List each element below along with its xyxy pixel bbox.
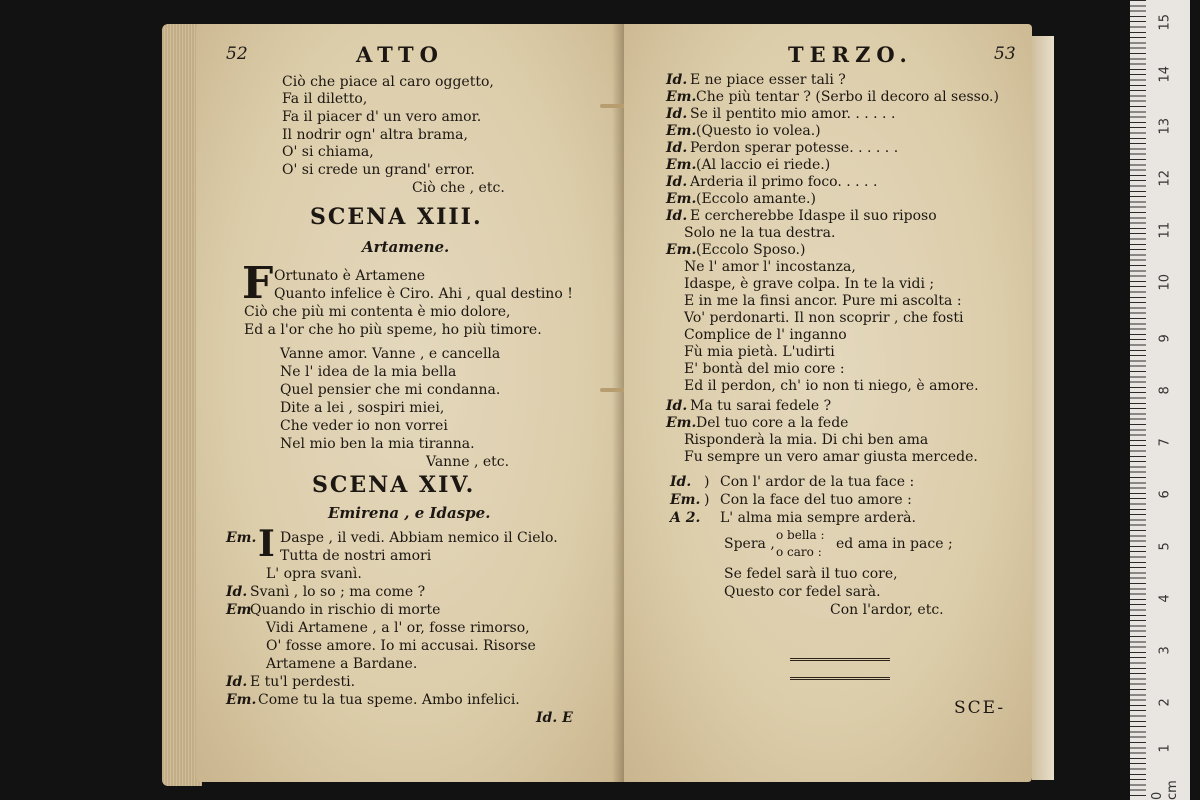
dialogue-line: (Al laccio ei riede.) (696, 157, 831, 173)
speaker-label: Em. (226, 692, 257, 708)
duet-speaker-em: Em. (670, 492, 701, 508)
printer-ornament (790, 658, 890, 680)
dialogue-line: E in me la finsi ancor. Pure mi ascolta : (684, 293, 962, 309)
duet-line: Questo cor fedel sarà. (724, 584, 881, 600)
dialogue-line: Arderia il primo foco. . . . . (690, 174, 878, 190)
speaker-label: Em. (226, 530, 257, 546)
dialogue-line: Come tu la tua speme. Ambo infelici. (258, 692, 520, 708)
dialogue-line: Tutta de nostri amori (280, 548, 432, 564)
dialogue-line: Ne l' amor l' incostanza, (684, 259, 856, 275)
ruler-number: 10 (1157, 273, 1173, 291)
monologue-line: Ortunato è Artamene (274, 268, 426, 284)
duet-speaker-id: Id. (670, 474, 692, 490)
ruler-number: 13 (1157, 117, 1173, 135)
dialogue-line: Vo' perdonarti. Il non scoprir , che fosti (684, 310, 964, 326)
duet-line: Con la face del tuo amore : (720, 492, 912, 508)
scene-13-title: SCENA XIII. (310, 204, 483, 230)
drop-capital: F (242, 258, 274, 309)
aria-line: Dite a lei , sospiri miei, (280, 400, 445, 416)
song-line: Ciò che piace al caro oggetto, (282, 74, 494, 90)
scene-14-title: SCENA XIV. (312, 472, 476, 498)
speaker-label: Id. (666, 140, 688, 156)
dialogue-line: Quando in rischio di morte (250, 602, 441, 618)
dialogue-line: L' opra svanì. (266, 566, 362, 582)
duet-brace: ) (704, 474, 710, 490)
ruler-number: 5 (1157, 542, 1173, 551)
speaker-label: Em. (666, 242, 697, 258)
dialogue-line: (Questo io volea.) (696, 123, 821, 139)
ruler-number: 12 (1157, 169, 1173, 187)
dialogue-line: E cercherebbe Idaspe il suo riposo (690, 208, 937, 224)
ruler-number: 9 (1157, 334, 1173, 343)
ruler-number: 1 (1157, 744, 1173, 753)
aria-line: Che veder io non vorrei (280, 418, 448, 434)
left-running-header: ATTO (356, 42, 444, 67)
song-line: Il nodrir ogn' altra brama, (282, 127, 468, 143)
scene-13-characters: Artamene. (362, 238, 450, 256)
dialogue-line: Ma tu sarai fedele ? (690, 398, 832, 414)
ruler-number: 11 (1157, 221, 1173, 239)
dialogue-line: Fu sempre un vero amar giusta mercede. (684, 449, 978, 465)
speaker-label: Id. (666, 72, 688, 88)
aria-line: Vanne amor. Vanne , e cancella (280, 346, 501, 362)
dialogue-line: Che più tentar ? (Serbo il decoro al sesso.) (696, 89, 999, 105)
song-line: O' si chiama, (282, 144, 374, 160)
speaker-label: Id. (666, 398, 688, 414)
speaker-label: Id. (666, 208, 688, 224)
duet-speaker-a2: A 2. (670, 510, 701, 526)
drop-capital: I (258, 523, 275, 565)
ruler-number: 6 (1157, 490, 1173, 499)
left-page (196, 24, 624, 782)
aria-line: Nel mio ben la mia tiranna. (280, 436, 475, 452)
aria-line: Quel pensier che mi condanna. (280, 382, 501, 398)
ruler-number: 15 (1157, 13, 1173, 31)
ruler-number: 3 (1157, 646, 1173, 655)
ruler-ticks (1130, 0, 1146, 800)
dialogue-line: Daspe , il vedi. Abbiam nemico il Cielo. (280, 530, 558, 546)
duet-o-bella: o bella : (776, 528, 825, 542)
dialogue-line: Ed il perdon, ch' io non ti niego, è amore. (684, 378, 979, 394)
ruler-number: 8 (1157, 386, 1173, 395)
ruler-number: 14 (1157, 65, 1173, 83)
catchword: SCE- (954, 698, 1006, 718)
ruler-number: 0 cm (1150, 780, 1180, 800)
duet-line: Con l' ardor de la tua face : (720, 474, 915, 490)
duet-line: Se fedel sarà il tuo core, (724, 566, 898, 582)
speaker-label: Id. (226, 584, 248, 600)
duet-spera: Spera , (724, 536, 775, 552)
duet-o-caro: o caro : (776, 545, 822, 559)
scene-14-characters: Emirena , e Idaspe. (328, 504, 491, 522)
dialogue-line: (Eccolo Sposo.) (696, 242, 806, 258)
ruler-number: 2 (1157, 698, 1173, 707)
refrain-line: Ciò che , etc. (412, 180, 505, 196)
dialogue-line: Vidi Artamene , a l' or, fosse rimorso, (266, 620, 530, 636)
dialogue-line: Perdon sperar potesse. . . . . . (690, 140, 899, 156)
dialogue-line: Fù mia pietà. L'udirti (684, 344, 835, 360)
dialogue-line: E tu'l perdesti. (250, 674, 356, 690)
speaker-label: Em. (666, 191, 697, 207)
dialogue-line: Artamene a Bardane. (266, 656, 418, 672)
monologue-line: Ciò che più mi contenta è mio dolore, (244, 304, 511, 320)
ruler-number: 4 (1157, 594, 1173, 603)
song-line: Fa il piacer d' un vero amor. (282, 109, 482, 125)
speaker-label: Id. (226, 674, 248, 690)
aria-line: Ne l' idea de la mia bella (280, 364, 457, 380)
ruler-number: 7 (1157, 438, 1173, 447)
song-line: Fa il diletto, (282, 91, 368, 107)
monologue-line: Ed a l'or che ho più speme, ho più timore. (244, 322, 542, 338)
dialogue-line: O' fosse amore. Io mi accusai. Risorse (266, 638, 536, 654)
refrain-line: Con l'ardor, etc. (830, 602, 944, 618)
speaker-label: Em. (666, 157, 697, 173)
dialogue-line: Idaspe, è grave colpa. In te la vidi ; (684, 276, 935, 292)
left-page-number: 52 (226, 44, 248, 64)
dialogue-line: Del tuo core a la fede (696, 415, 849, 431)
refrain-line: Vanne , etc. (426, 454, 510, 470)
dialogue-line: E ne piace esser tali ? (690, 72, 846, 88)
dialogue-line: Svanì , lo so ; ma come ? (250, 584, 426, 600)
speaker-label: Em. (666, 123, 697, 139)
right-running-header: TERZO. (788, 42, 913, 67)
right-page-number: 53 (994, 44, 1016, 64)
speaker-label: Em (226, 602, 252, 618)
speaker-label: Em. (666, 415, 697, 431)
dialogue-line: (Eccolo amante.) (696, 191, 816, 207)
dialogue-line: Complice de l' inganno (684, 327, 847, 343)
speaker-label: Id. (666, 106, 688, 122)
dialogue-line: E' bontà del mio core : (684, 361, 845, 377)
song-line: O' si crede un grand' error. (282, 162, 475, 178)
speaker-label: Em. (666, 89, 697, 105)
speaker-label: Id. (666, 174, 688, 190)
dialogue-line: Risponderà la mia. Di chi ben ama (684, 432, 929, 448)
duet-brace: ) (704, 492, 710, 508)
duet-ed-ama: ed ama in pace ; (836, 536, 953, 552)
dialogue-line: Se il pentito mio amor. . . . . . (690, 106, 896, 122)
dialogue-line: Solo ne la tua destra. (684, 225, 836, 241)
measurement-ruler (1130, 0, 1190, 800)
catchword: Id. E (536, 710, 573, 726)
duet-line: L' alma mia sempre arderà. (720, 510, 916, 526)
monologue-line: Quanto infelice è Ciro. Ahi , qual destino ! (274, 286, 573, 302)
